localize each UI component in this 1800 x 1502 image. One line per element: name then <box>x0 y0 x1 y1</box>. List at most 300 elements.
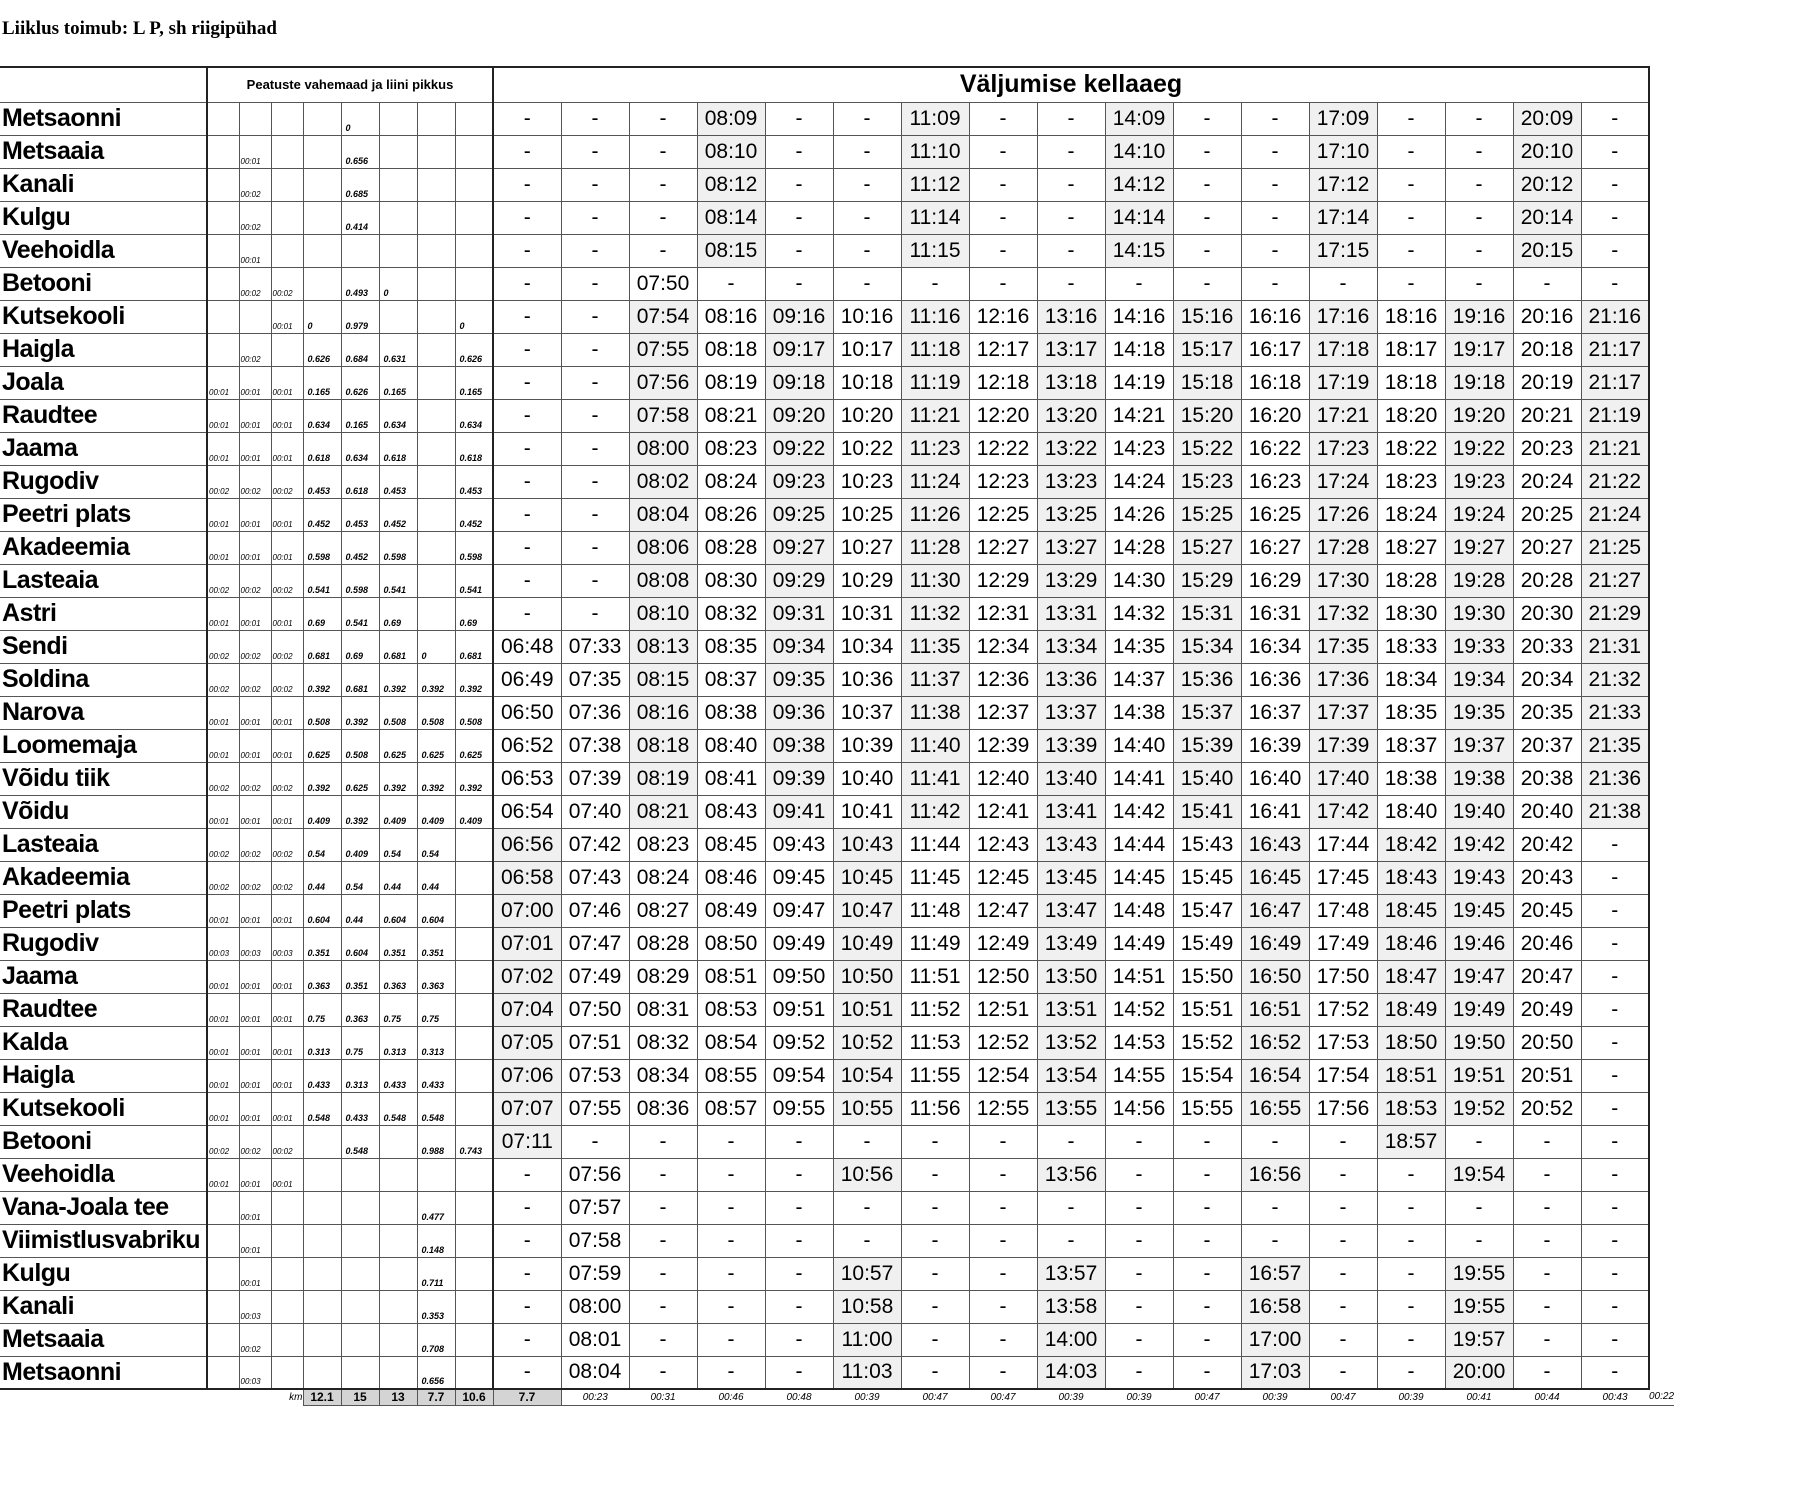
stop-name: Lasteaia <box>0 828 207 861</box>
segment-distance-cell: 0.626 <box>455 333 493 366</box>
departure-time-cell: 19:55 <box>1445 1257 1513 1290</box>
departure-time-cell: 08:10 <box>629 597 697 630</box>
departure-time-cell: - <box>1241 201 1309 234</box>
segment-distance-cell: 0.452 <box>303 498 341 531</box>
departure-time-cell: 21:31 <box>1581 630 1649 663</box>
departure-time-cell: - <box>1445 1191 1513 1224</box>
departure-time-cell: 09:43 <box>765 828 833 861</box>
departure-time-cell: 07:49 <box>561 960 629 993</box>
departure-time-cell: - <box>833 1125 901 1158</box>
departures-header: Väljumise kellaaeg <box>493 67 1649 102</box>
departure-time-cell: - <box>1445 201 1513 234</box>
departure-time-cell: - <box>1105 1125 1173 1158</box>
departure-time-cell: - <box>901 1191 969 1224</box>
segment-distance-cell: 0.313 <box>303 1026 341 1059</box>
departure-time-cell: - <box>1105 1290 1173 1323</box>
departure-time-cell: - <box>493 1290 561 1323</box>
departure-time-cell: - <box>561 399 629 432</box>
departure-time-cell: 16:39 <box>1241 729 1309 762</box>
departure-time-cell: 15:34 <box>1173 630 1241 663</box>
departure-time-cell: 16:40 <box>1241 762 1309 795</box>
departure-time-cell: - <box>493 234 561 267</box>
departure-time-cell: 08:35 <box>697 630 765 663</box>
departure-time-cell: 20:19 <box>1513 366 1581 399</box>
departure-time-cell: 12:18 <box>969 366 1037 399</box>
departure-time-cell: - <box>493 267 561 300</box>
departure-time-cell: 08:53 <box>697 993 765 1026</box>
departure-time-cell: 11:35 <box>901 630 969 663</box>
footer-row <box>0 1389 1674 1405</box>
departure-time-cell: 10:49 <box>833 927 901 960</box>
segment-distance-cell: 0.392 <box>379 762 417 795</box>
departure-time-cell: 13:16 <box>1037 300 1105 333</box>
stop-name: Haigla <box>0 1059 207 1092</box>
segment-distance-cell: 0.541 <box>455 564 493 597</box>
departure-time-cell: 11:44 <box>901 828 969 861</box>
departure-time-cell: - <box>1377 1257 1445 1290</box>
departure-time-cell: - <box>1581 828 1649 861</box>
segment-time-cell: 00:02 <box>239 1323 271 1356</box>
departure-time-cell: 08:28 <box>629 927 697 960</box>
departure-time-cell: - <box>1377 1323 1445 1356</box>
departure-time-cell: 18:28 <box>1377 564 1445 597</box>
stop-row <box>0 1323 1674 1356</box>
departure-time-cell: 18:17 <box>1377 333 1445 366</box>
departure-time-cell: 15:49 <box>1173 927 1241 960</box>
segment-distance-cell: 0.681 <box>303 630 341 663</box>
departure-time-cell: 14:40 <box>1105 729 1173 762</box>
departure-time-cell: 17:28 <box>1309 531 1377 564</box>
footer-spacer <box>207 1389 239 1405</box>
segment-distance-cell <box>303 1158 341 1191</box>
departure-time-cell: 08:18 <box>629 729 697 762</box>
departure-time-cell: 16:31 <box>1241 597 1309 630</box>
departure-time-cell: 16:16 <box>1241 300 1309 333</box>
departure-time-cell: 11:00 <box>833 1323 901 1356</box>
stop-row <box>0 894 1674 927</box>
departure-time-cell: 20:42 <box>1513 828 1581 861</box>
segment-distance-cell <box>341 1356 379 1389</box>
segment-time-cell: 00:01 <box>239 1059 271 1092</box>
segment-distance-cell <box>455 927 493 960</box>
departure-time-cell: - <box>1377 267 1445 300</box>
segment-distance-cell: 0.363 <box>417 960 455 993</box>
departure-time-cell: 21:27 <box>1581 564 1649 597</box>
segment-time-cell: 00:01 <box>271 597 303 630</box>
stop-row <box>0 1026 1674 1059</box>
segment-time-cell <box>207 333 239 366</box>
segment-time-cell: 00:01 <box>207 795 239 828</box>
departure-time-cell: - <box>1445 234 1513 267</box>
departure-time-cell: - <box>629 201 697 234</box>
segment-time-cell: 00:01 <box>271 894 303 927</box>
departure-time-cell: - <box>765 102 833 135</box>
stop-name: Veehoidla <box>0 1158 207 1191</box>
segment-distance-cell <box>379 1158 417 1191</box>
departure-time-cell: 10:25 <box>833 498 901 531</box>
segment-time-cell <box>207 102 239 135</box>
departure-time-cell: - <box>765 1224 833 1257</box>
segment-distance-cell: 0.634 <box>303 399 341 432</box>
departure-time-cell: 15:18 <box>1173 366 1241 399</box>
departure-time-cell: 17:48 <box>1309 894 1377 927</box>
departure-time-cell: 15:41 <box>1173 795 1241 828</box>
departure-time-cell: 14:55 <box>1105 1059 1173 1092</box>
departure-time-cell: - <box>1037 234 1105 267</box>
departure-time-cell: - <box>493 597 561 630</box>
segment-distance-cell <box>379 1290 417 1323</box>
segment-time-cell <box>207 267 239 300</box>
departure-time-cell: 17:16 <box>1309 300 1377 333</box>
departure-time-cell: 14:35 <box>1105 630 1173 663</box>
segment-distance-cell: 0.44 <box>417 861 455 894</box>
departure-time-cell: 10:45 <box>833 861 901 894</box>
departure-time-cell: 13:56 <box>1037 1158 1105 1191</box>
departure-time-cell: 15:40 <box>1173 762 1241 795</box>
segment-time-cell: 00:02 <box>271 465 303 498</box>
departure-time-cell: 12:43 <box>969 828 1037 861</box>
segment-distance-cell <box>303 1224 341 1257</box>
departure-time-cell: 19:40 <box>1445 795 1513 828</box>
trip-duration-cell: 00:39 <box>1037 1389 1105 1405</box>
departure-time-cell: 10:41 <box>833 795 901 828</box>
segment-distance-cell <box>341 1323 379 1356</box>
departure-time-cell: - <box>561 1125 629 1158</box>
departure-time-cell: 21:17 <box>1581 366 1649 399</box>
segment-time-cell: 00:01 <box>271 432 303 465</box>
departure-time-cell: - <box>1173 1323 1241 1356</box>
segment-time-cell: 00:03 <box>271 927 303 960</box>
departure-time-cell: 13:39 <box>1037 729 1105 762</box>
stop-name: Peetri plats <box>0 894 207 927</box>
stop-row <box>0 1158 1674 1191</box>
departure-time-cell: - <box>1173 135 1241 168</box>
segment-time-cell: 00:01 <box>207 597 239 630</box>
departure-time-cell: - <box>1445 135 1513 168</box>
segment-distance-cell: 0.548 <box>417 1092 455 1125</box>
segment-time-cell: 00:01 <box>239 1026 271 1059</box>
departure-time-cell: 10:29 <box>833 564 901 597</box>
segment-time-cell: 00:02 <box>207 630 239 663</box>
departure-time-cell: 08:49 <box>697 894 765 927</box>
departure-time-cell: - <box>969 1290 1037 1323</box>
segment-distance-cell: 0.493 <box>341 267 379 300</box>
departure-time-cell: 07:50 <box>561 993 629 1026</box>
segment-distance-cell <box>455 201 493 234</box>
departure-time-cell: 17:19 <box>1309 366 1377 399</box>
stop-name: Akadeemia <box>0 861 207 894</box>
departure-time-cell: - <box>765 1290 833 1323</box>
segment-time-cell: 00:02 <box>271 861 303 894</box>
segment-distance-cell: 0.711 <box>417 1257 455 1290</box>
segment-time-cell: 00:01 <box>271 795 303 828</box>
departure-time-cell: 09:50 <box>765 960 833 993</box>
departure-time-cell: 17:03 <box>1241 1356 1309 1389</box>
departure-time-cell: - <box>493 531 561 564</box>
stop-name: Metsaonni <box>0 102 207 135</box>
departure-time-cell: - <box>1241 102 1309 135</box>
departure-time-cell: 10:22 <box>833 432 901 465</box>
departure-time-cell: 20:00 <box>1445 1356 1513 1389</box>
departure-time-cell: 17:32 <box>1309 597 1377 630</box>
departure-time-cell: 16:55 <box>1241 1092 1309 1125</box>
departure-time-cell: - <box>1241 1224 1309 1257</box>
departure-time-cell: - <box>969 168 1037 201</box>
departure-time-cell: 11:28 <box>901 531 969 564</box>
segment-time-cell: 00:01 <box>271 1158 303 1191</box>
departure-time-cell: 17:24 <box>1309 465 1377 498</box>
departure-time-cell: 14:00 <box>1037 1323 1105 1356</box>
footer-spacer <box>239 1389 271 1405</box>
departure-time-cell: - <box>765 1323 833 1356</box>
departure-time-cell: 20:09 <box>1513 102 1581 135</box>
stop-row <box>0 234 1674 267</box>
departure-time-cell: - <box>1377 135 1445 168</box>
segment-time-cell: 00:01 <box>271 1092 303 1125</box>
segment-time-cell <box>207 1224 239 1257</box>
departure-time-cell: 13:17 <box>1037 333 1105 366</box>
segment-time-cell <box>271 1356 303 1389</box>
departure-time-cell: 14:42 <box>1105 795 1173 828</box>
departure-time-cell: - <box>1513 1224 1581 1257</box>
segment-distance-cell: 0.625 <box>455 729 493 762</box>
departure-time-cell: - <box>901 1224 969 1257</box>
departure-time-cell: 08:00 <box>629 432 697 465</box>
departure-time-cell: 14:19 <box>1105 366 1173 399</box>
departure-time-cell: 19:33 <box>1445 630 1513 663</box>
segment-distance-cell: 0.165 <box>379 366 417 399</box>
segment-distance-cell <box>379 135 417 168</box>
segment-distance-cell <box>455 1059 493 1092</box>
segment-distance-cell: 0.75 <box>303 993 341 1026</box>
segment-distance-cell: 0.351 <box>379 927 417 960</box>
trip-duration-cell: 00:23 <box>561 1389 629 1405</box>
segment-time-cell: 00:02 <box>239 663 271 696</box>
segment-time-cell: 00:02 <box>239 465 271 498</box>
departure-time-cell: - <box>833 135 901 168</box>
departure-time-cell: 07:59 <box>561 1257 629 1290</box>
departure-time-cell: 09:49 <box>765 927 833 960</box>
departure-time-cell: 15:43 <box>1173 828 1241 861</box>
departure-time-cell: 11:09 <box>901 102 969 135</box>
stop-name: Kalda <box>0 1026 207 1059</box>
stop-name: Metsaaia <box>0 135 207 168</box>
segment-time-cell <box>271 102 303 135</box>
departure-time-cell: 19:49 <box>1445 993 1513 1026</box>
departure-time-cell: - <box>629 1290 697 1323</box>
departure-time-cell: 09:17 <box>765 333 833 366</box>
departure-time-cell: 21:22 <box>1581 465 1649 498</box>
departure-time-cell: - <box>561 465 629 498</box>
departure-time-cell: - <box>765 168 833 201</box>
departure-time-cell: 17:44 <box>1309 828 1377 861</box>
segment-distance-cell <box>455 102 493 135</box>
departure-time-cell: 18:16 <box>1377 300 1445 333</box>
segment-distance-cell: 0.392 <box>341 696 379 729</box>
departure-time-cell: - <box>969 201 1037 234</box>
departure-time-cell: - <box>1173 267 1241 300</box>
timetable-body <box>0 102 1674 1389</box>
segment-distance-cell <box>303 234 341 267</box>
departure-time-cell: 16:25 <box>1241 498 1309 531</box>
departure-time-cell: 07:00 <box>493 894 561 927</box>
departure-time-cell: 19:54 <box>1445 1158 1513 1191</box>
departure-time-cell: 17:10 <box>1309 135 1377 168</box>
departure-time-cell: - <box>493 1257 561 1290</box>
departure-time-cell: 20:12 <box>1513 168 1581 201</box>
segment-time-cell <box>207 1356 239 1389</box>
stop-row <box>0 399 1674 432</box>
departure-time-cell: 07:46 <box>561 894 629 927</box>
departure-time-cell: - <box>765 1125 833 1158</box>
segment-distance-cell: 0.409 <box>341 828 379 861</box>
departure-time-cell: 07:56 <box>561 1158 629 1191</box>
departure-time-cell: 14:41 <box>1105 762 1173 795</box>
segment-distance-cell: 0.453 <box>341 498 379 531</box>
departure-time-cell: 14:49 <box>1105 927 1173 960</box>
departure-time-cell: 07:50 <box>629 267 697 300</box>
departure-time-cell: 13:34 <box>1037 630 1105 663</box>
departure-time-cell: 17:15 <box>1309 234 1377 267</box>
departure-time-cell: - <box>629 1323 697 1356</box>
departure-time-cell: 07:58 <box>561 1224 629 1257</box>
departure-time-cell: 16:57 <box>1241 1257 1309 1290</box>
segment-distance-cell <box>303 1356 341 1389</box>
departure-time-cell: 12:17 <box>969 333 1037 366</box>
departure-time-cell: 16:17 <box>1241 333 1309 366</box>
stop-name: Lasteaia <box>0 564 207 597</box>
segment-distance-cell: 0.392 <box>417 663 455 696</box>
departure-time-cell: - <box>697 267 765 300</box>
departure-time-cell: 09:55 <box>765 1092 833 1125</box>
departure-time-cell: 15:36 <box>1173 663 1241 696</box>
segment-distance-cell: 0 <box>303 300 341 333</box>
departure-time-cell: 08:32 <box>629 1026 697 1059</box>
segment-distance-cell: 0.392 <box>303 762 341 795</box>
segment-time-cell: 00:01 <box>239 1224 271 1257</box>
departure-time-cell: 08:09 <box>697 102 765 135</box>
segment-distance-cell: 0.44 <box>303 861 341 894</box>
departure-time-cell: 08:46 <box>697 861 765 894</box>
departure-time-cell: - <box>629 1125 697 1158</box>
departure-time-cell: 13:45 <box>1037 861 1105 894</box>
departure-time-cell: 17:42 <box>1309 795 1377 828</box>
departure-time-cell: 08:38 <box>697 696 765 729</box>
stop-row <box>0 1092 1674 1125</box>
segment-time-cell <box>271 135 303 168</box>
segment-distance-cell <box>417 234 455 267</box>
segment-distance-cell: 0.598 <box>303 531 341 564</box>
departure-time-cell: 10:40 <box>833 762 901 795</box>
departure-time-cell: 08:13 <box>629 630 697 663</box>
segment-distance-cell <box>303 1125 341 1158</box>
departure-time-cell: - <box>1105 267 1173 300</box>
departure-time-cell: 07:39 <box>561 762 629 795</box>
segment-time-cell: 00:01 <box>207 993 239 1026</box>
trip-duration-cell: 00:41 <box>1445 1389 1513 1405</box>
departure-time-cell: - <box>561 102 629 135</box>
segment-time-cell <box>271 234 303 267</box>
segment-distance-cell <box>455 168 493 201</box>
departure-time-cell: 13:49 <box>1037 927 1105 960</box>
departure-time-cell: 15:31 <box>1173 597 1241 630</box>
departure-time-cell: 09:47 <box>765 894 833 927</box>
departure-time-cell: - <box>1173 1191 1241 1224</box>
departure-time-cell: 10:55 <box>833 1092 901 1125</box>
departure-time-cell: 16:43 <box>1241 828 1309 861</box>
segment-distance-cell <box>455 135 493 168</box>
departure-time-cell: - <box>969 267 1037 300</box>
departure-time-cell: - <box>697 1356 765 1389</box>
departure-time-cell: 18:37 <box>1377 729 1445 762</box>
segment-distance-cell <box>417 267 455 300</box>
segment-time-cell: 00:03 <box>207 927 239 960</box>
segment-distance-cell: 0.313 <box>417 1026 455 1059</box>
departure-time-cell: 19:24 <box>1445 498 1513 531</box>
stop-name: Peetri plats <box>0 498 207 531</box>
departure-time-cell: 20:50 <box>1513 1026 1581 1059</box>
departure-time-cell: 06:54 <box>493 795 561 828</box>
departure-time-cell: 19:38 <box>1445 762 1513 795</box>
departure-time-cell: 17:50 <box>1309 960 1377 993</box>
departure-time-cell: - <box>1309 1356 1377 1389</box>
route-length-cell: 13 <box>379 1389 417 1405</box>
segment-distance-cell <box>455 1026 493 1059</box>
departure-time-cell: 19:18 <box>1445 366 1513 399</box>
footer-spacer <box>0 1389 207 1405</box>
departure-time-cell: 08:30 <box>697 564 765 597</box>
departure-time-cell: 17:14 <box>1309 201 1377 234</box>
segment-time-cell <box>207 168 239 201</box>
departure-time-cell: 13:27 <box>1037 531 1105 564</box>
departure-time-cell: 11:32 <box>901 597 969 630</box>
segment-distance-cell: 0.433 <box>303 1059 341 1092</box>
departure-time-cell: 15:22 <box>1173 432 1241 465</box>
departure-time-cell: 15:37 <box>1173 696 1241 729</box>
departure-time-cell: 12:22 <box>969 432 1037 465</box>
segment-time-cell <box>207 1257 239 1290</box>
segment-time-cell: 00:01 <box>271 1059 303 1092</box>
departure-time-cell: 21:32 <box>1581 663 1649 696</box>
stop-row <box>0 135 1674 168</box>
segment-time-cell <box>207 135 239 168</box>
segment-time-cell: 00:01 <box>207 531 239 564</box>
departure-time-cell: - <box>1513 1158 1581 1191</box>
departure-time-cell: - <box>1173 234 1241 267</box>
departure-time-cell: 08:06 <box>629 531 697 564</box>
departure-time-cell: - <box>833 234 901 267</box>
segment-time-cell: 00:02 <box>239 1125 271 1158</box>
departure-time-cell: 09:34 <box>765 630 833 663</box>
segment-distance-cell: 0.452 <box>341 531 379 564</box>
departure-time-cell: 13:55 <box>1037 1092 1105 1125</box>
departure-time-cell: - <box>765 1356 833 1389</box>
departure-time-cell: 08:34 <box>629 1059 697 1092</box>
segment-time-cell: 00:02 <box>271 267 303 300</box>
segment-distance-cell: 0.508 <box>417 696 455 729</box>
departure-time-cell: 11:40 <box>901 729 969 762</box>
segment-distance-cell: 0.618 <box>303 432 341 465</box>
segment-time-cell: 00:03 <box>239 1290 271 1323</box>
departure-time-cell: 19:57 <box>1445 1323 1513 1356</box>
segment-distance-cell: 0.684 <box>341 333 379 366</box>
departure-time-cell: 08:32 <box>697 597 765 630</box>
departure-time-cell: 10:31 <box>833 597 901 630</box>
departure-time-cell: 16:37 <box>1241 696 1309 729</box>
header-spacer <box>0 67 207 102</box>
departure-time-cell: 10:34 <box>833 630 901 663</box>
trip-duration-cell: 00:47 <box>1309 1389 1377 1405</box>
